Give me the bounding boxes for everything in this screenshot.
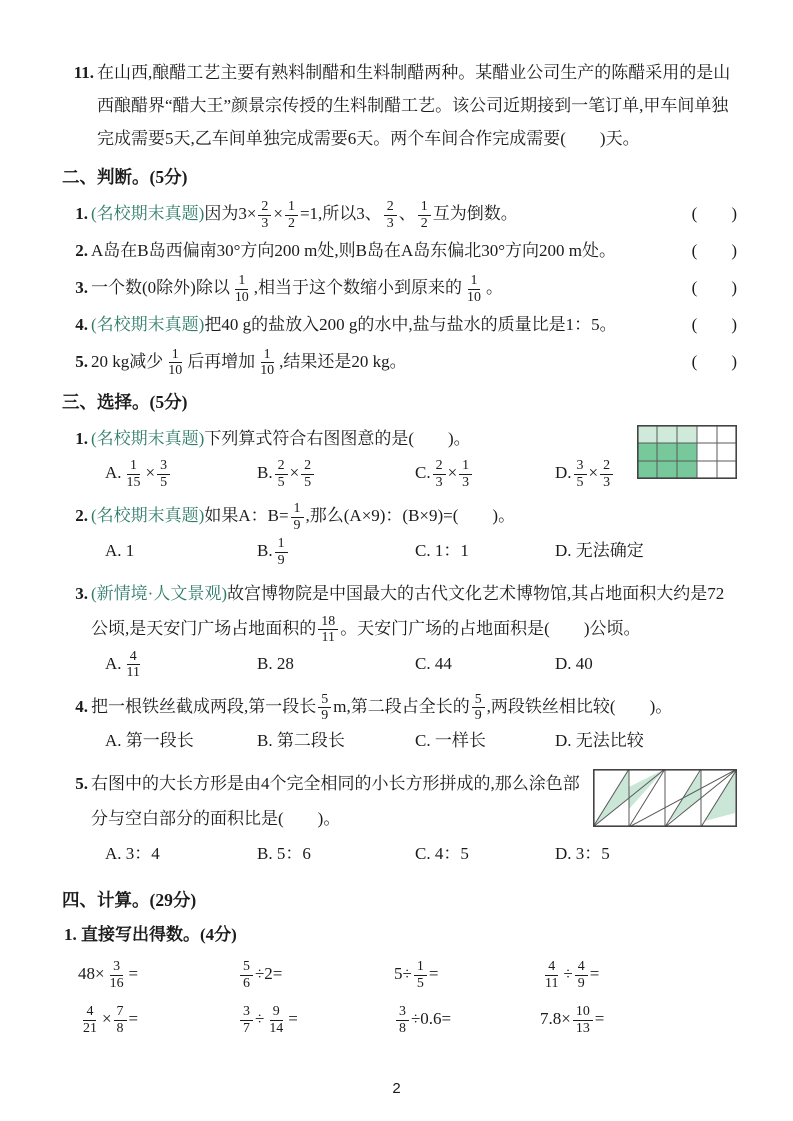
choice-item-3: [64, 577, 737, 688]
question-11: [64, 56, 737, 155]
section-title-calculation: 四、计算。(29分): [62, 889, 197, 910]
fraction: $\frac{5}{9}$: [472, 692, 485, 724]
option-d: D. 40: [555, 653, 593, 673]
calc-expression: $\frac{4}{11}$ ÷ $\frac{4}{9}$ =: [540, 954, 737, 995]
fraction: $\frac{3}{7}$: [240, 1004, 253, 1036]
option-a: A. 第一段长: [105, 731, 194, 751]
fraction: $\frac{5}{9}$: [318, 692, 331, 724]
option-d: D. 无法确定: [555, 541, 644, 561]
option-a: A. 3：4: [105, 843, 160, 863]
calc-expression: $\frac{3}{8}$ ÷0.6=: [394, 999, 540, 1040]
fraction: $\frac{1}{10}$: [168, 346, 183, 379]
fraction: $\frac{1}{9}$: [291, 501, 304, 533]
calc-expression: $\frac{3}{7}$ ÷ $\frac{9}{14}$ =: [238, 999, 394, 1040]
question-text: 右图中的大长方形是由4个完全相同的小长方形拼成的,那么涂色部分与空白部分的面积比是( )。: [91, 774, 580, 829]
fraction: $\frac{3}{5}$: [574, 458, 587, 490]
answer-bracket: ( ): [691, 278, 737, 298]
calc-expression: 7.8× $\frac{10}{13}$ =: [540, 1004, 605, 1036]
fraction: $\frac{1}{2}$: [418, 199, 431, 231]
fraction: $\frac{2}{5}$: [301, 458, 314, 490]
fraction: $\frac{3}{5}$: [157, 458, 170, 490]
question-tag: (新情境·人文景观): [91, 584, 227, 604]
option-d: D. 3：5: [555, 843, 610, 863]
fraction: $\frac{1}{2}$: [285, 199, 298, 231]
question-tag: (名校期末真题): [91, 314, 205, 334]
question-number: 4.: [75, 696, 88, 716]
option-c: C. 4：5: [415, 843, 469, 863]
fraction: $\frac{2}{3}$: [258, 199, 271, 231]
option-c: C. $\frac{2}{3}$ × $\frac{1}{3}$: [415, 456, 555, 491]
option-d: D. 无法比较: [555, 731, 644, 751]
question-number: 5.: [75, 351, 88, 371]
question-number: 5.: [75, 774, 88, 794]
question-text: 一个数(0除外)除以 $\frac{1}{10}$ ,相当于这个数缩小到原来的 $\frac{1}{10}$ 。: [91, 273, 503, 305]
calc-expression: $\frac{5}{6}$ ÷2=: [238, 954, 394, 995]
fraction: $\frac{4}{11}$: [545, 959, 559, 991]
choice-item-4: [64, 690, 737, 766]
calc-subtitle: 1. 直接写出得数。(4分): [64, 924, 237, 944]
options-row: [105, 647, 737, 682]
calc-expression: $\frac{4}{21}$ × $\frac{7}{8}$ =: [78, 999, 238, 1040]
judgment-item-5: [64, 345, 737, 380]
fraction: $\frac{2}{5}$: [275, 458, 288, 490]
fraction: $\frac{2}{3}$: [384, 199, 397, 231]
calc-row-2: [78, 999, 737, 1040]
fraction-grid-figure: [637, 424, 737, 493]
calc-expression: 48× $\frac{3}{16}$ =: [78, 959, 139, 991]
judgment-item-1: [64, 197, 737, 232]
options-row: [105, 456, 625, 491]
page-number: 2: [392, 1080, 401, 1097]
fraction: $\frac{1}{5}$: [414, 959, 427, 991]
judgment-item-4: [64, 308, 737, 343]
question-number: 1.: [75, 204, 88, 224]
options-row: [105, 724, 737, 759]
fraction: $\frac{3}{8}$: [396, 1004, 409, 1036]
option-c: C. 一样长: [415, 731, 486, 751]
question-text: 故宫博物院是中国最大的古代文化艺术博物馆,其占地面积大约是72公顷,是天安门广场占地面积的 $\frac{18}{11}$ 。天安门广场的占地面积是( )公顷。: [91, 584, 725, 646]
fraction: $\frac{1}{9}$: [275, 536, 288, 568]
question-text: 下列算式符合右图图意的是( )。: [204, 428, 471, 448]
fraction: $\frac{2}{3}$: [600, 458, 613, 490]
option-b: B. 28: [257, 653, 294, 673]
fraction: $\frac{1}{10}$: [260, 346, 275, 379]
answer-bracket: ( ): [691, 204, 737, 224]
section-title-choice: 三、选择。(5分): [62, 391, 188, 412]
section-title-judgment: 二、判断。(5分): [62, 167, 188, 188]
option-c: C. 44: [415, 653, 452, 673]
option-a: A. $\frac{1}{15}$ × $\frac{3}{5}$: [105, 456, 257, 491]
question-text: A岛在B岛西偏南30°方向200 m处,则B岛在A岛东偏北30°方向200 m处。: [91, 241, 617, 261]
question-tag: (名校期末真题): [91, 428, 205, 448]
question-number: 2.: [75, 506, 88, 526]
fraction: $\frac{1}{3}$: [459, 458, 472, 490]
option-b: B. $\frac{1}{9}$: [257, 534, 415, 569]
rectangles-figure: [593, 769, 737, 840]
question-number: 4.: [75, 314, 88, 334]
fraction: $\frac{9}{14}$: [269, 1004, 284, 1036]
answer-bracket: ( ): [691, 351, 737, 371]
question-text: 如果A：B= $\frac{1}{9}$ ,那么(A×9)：(B×9)=( )。: [204, 501, 516, 533]
question-tag: (名校期末真题): [91, 204, 205, 224]
judgment-item-2: [64, 234, 737, 269]
question-number: 2.: [75, 241, 88, 261]
answer-bracket: ( ): [691, 241, 737, 261]
fraction: $\frac{1}{10}$: [234, 273, 249, 305]
option-d: D. $\frac{3}{5}$ × $\frac{2}{3}$: [555, 456, 625, 491]
option-b: B. 第二段长: [257, 731, 345, 751]
fraction: $\frac{4}{11}$: [126, 648, 140, 681]
question-text: 20 kg减少 $\frac{1}{10}$ 后再增加 $\frac{1}{10}$ ,结果还是20 kg。: [91, 346, 407, 379]
fraction: $\frac{3}{16}$: [109, 959, 124, 991]
calc-row-1: [78, 954, 737, 995]
question-tag: (名校期末真题): [91, 506, 205, 526]
options-row: [105, 534, 737, 569]
option-a: A. 1: [105, 541, 135, 561]
question-number: 11.: [73, 63, 94, 82]
fraction: $\frac{2}{3}$: [433, 458, 446, 490]
choice-item-2: [64, 499, 737, 575]
question-text: 因为3× $\frac{2}{3}$ × $\frac{1}{2}$ =1,所以3、 $\frac{2}{3}$ 、 $\frac{1}{2}$ 互为倒数。: [204, 199, 518, 232]
options-row: [105, 837, 737, 872]
fraction: $\frac{4}{9}$: [575, 959, 588, 991]
question-number: 3.: [75, 584, 88, 604]
choice-item-1: [64, 422, 737, 498]
answer-bracket: ( ): [691, 314, 737, 334]
option-b: B. $\frac{2}{5}$ × $\frac{2}{5}$: [257, 456, 415, 491]
question-number: 1.: [75, 428, 88, 448]
fraction: $\frac{1}{10}$: [467, 273, 481, 305]
judgment-item-3: [64, 271, 737, 306]
option-b: B. 5：6: [257, 843, 311, 863]
fraction: $\frac{4}{21}$: [83, 1004, 97, 1036]
question-number: 3.: [75, 278, 88, 298]
choice-item-5: [64, 767, 737, 878]
fraction: $\frac{1}{15}$: [126, 458, 141, 491]
question-text: 在山西,酿醋工艺主要有熟料制醋和生料制醋两种。某醋业公司生产的陈醋采用的是山西酿醋界“醋大王”颜景宗传授的生料制醋工艺。该公司近期接到一笔订单,甲车间单独完成需要5天,乙车间单独完成需要6天。两个车间合作完成需要( )天。: [97, 63, 731, 149]
fraction: $\frac{7}{8}$: [114, 1004, 127, 1036]
fraction: $\frac{5}{6}$: [240, 959, 253, 991]
question-text: 把一根铁丝截成两段,第一段长 $\frac{5}{9}$ m,第二段占全长的 $\frac{5}{9}$ ,两段铁丝相比较( )。: [91, 691, 673, 724]
option-c: C. 1：1: [415, 541, 469, 561]
question-text: 把40 g的盐放入200 g的水中,盐与盐水的质量比是1：5。: [204, 314, 617, 334]
option-a: A. $\frac{4}{11}$: [105, 647, 257, 682]
calc-expression: 5÷ $\frac{1}{5}$ =: [394, 959, 439, 991]
fraction: $\frac{18}{11}$: [318, 614, 338, 646]
fraction: $\frac{10}{13}$: [573, 1004, 593, 1036]
